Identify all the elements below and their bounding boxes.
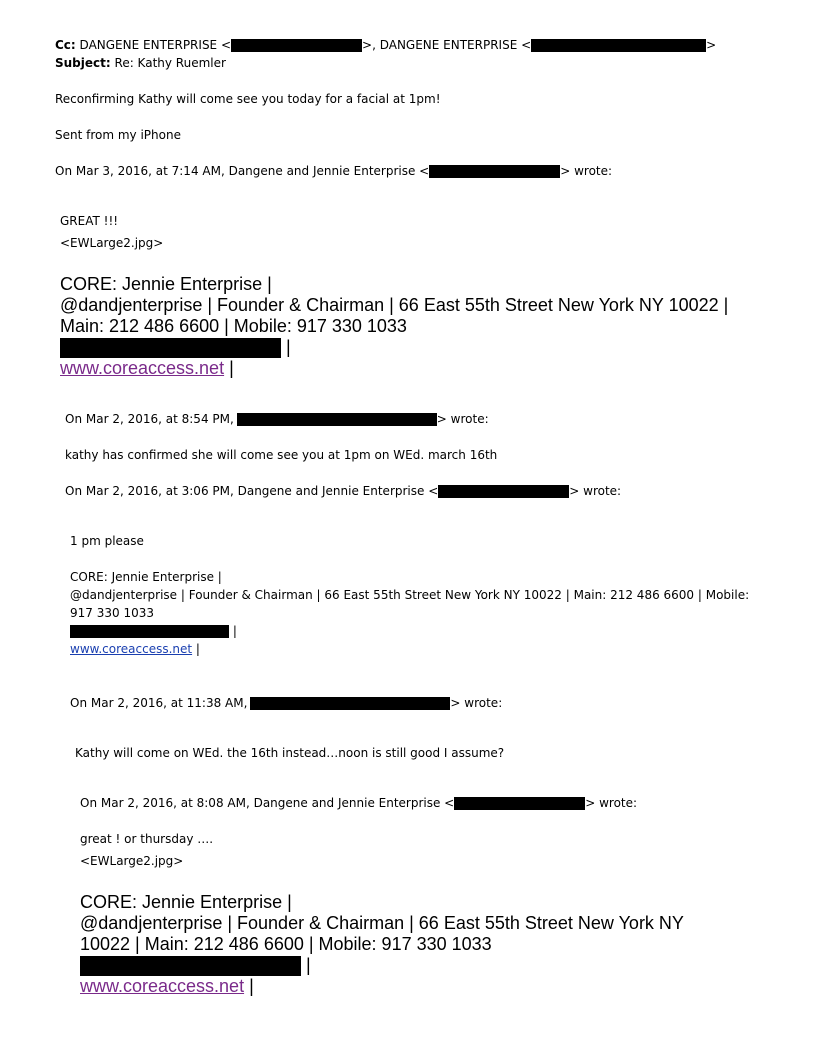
redaction-bar bbox=[429, 165, 560, 178]
redaction-bar bbox=[70, 625, 229, 638]
redaction-bar bbox=[237, 413, 437, 426]
signature-link-line bbox=[70, 640, 200, 658]
quote-header bbox=[80, 794, 637, 812]
cc-end: > bbox=[706, 38, 717, 52]
quote-text: GREAT !!! bbox=[60, 214, 119, 228]
quote-header-text: On Mar 2, 2016, at 8:54 PM, bbox=[65, 412, 234, 426]
signature-line bbox=[60, 337, 291, 358]
signature-line: @dandjenterprise | Founder & Chairman | 66 East 55th Street New York NY 10022 | bbox=[60, 295, 729, 315]
signature-line: @dandjenterprise | Founder & Chairman | 66 East 55th Street New York NY bbox=[80, 913, 684, 933]
redaction-bar bbox=[250, 697, 450, 710]
quote-header-wrote: > wrote: bbox=[569, 484, 622, 498]
website-link[interactable]: www.coreaccess.net bbox=[80, 976, 245, 996]
sent-from: Sent from my iPhone bbox=[55, 128, 181, 142]
quote-header-wrote: > wrote: bbox=[585, 796, 638, 810]
quote-header-text: On Mar 3, 2016, at 7:14 AM, Dangene and Jennie Enterprise < bbox=[55, 164, 430, 178]
quote-header bbox=[55, 162, 612, 180]
signature-pipe: | bbox=[306, 955, 311, 975]
quote-header-text: On Mar 2, 2016, at 11:38 AM, bbox=[70, 696, 248, 710]
signature-line: 10022 | Main: 212 486 6600 | Mobile: 917 330 1033 bbox=[80, 934, 492, 954]
signature-pipe: | bbox=[286, 337, 291, 357]
signature-line: Main: 212 486 6600 | Mobile: 917 330 1033 bbox=[60, 316, 407, 336]
signature-line bbox=[80, 955, 311, 976]
redaction-bar bbox=[231, 39, 362, 52]
attachment-name: <EWLarge2.jpg> bbox=[80, 854, 184, 868]
signature-link-line bbox=[80, 976, 254, 997]
signature-line: @dandjenterprise | Founder & Chairman | 66 East 55th Street New York NY 10022 | Main: 212 486 6600 | Mobile: bbox=[70, 588, 750, 602]
quote-text: kathy has confirmed she will come see you at 1pm on WEd. march 16th bbox=[65, 448, 498, 462]
subject-value: Re: Kathy Ruemler bbox=[114, 56, 226, 70]
quote-header-text: On Mar 2, 2016, at 3:06 PM, Dangene and Jennie Enterprise < bbox=[65, 484, 439, 498]
signature-line: CORE: Jennie Enterprise | bbox=[60, 274, 272, 294]
signature-pipe: | bbox=[195, 642, 200, 656]
signature-pipe: | bbox=[232, 624, 237, 638]
quote-header-wrote: > wrote: bbox=[436, 412, 489, 426]
quote-text: Kathy will come on WEd. the 16th instead…noon is still good I assume? bbox=[75, 746, 505, 760]
quote-header bbox=[65, 410, 489, 428]
redaction-bar bbox=[80, 956, 301, 976]
redaction-bar bbox=[531, 39, 706, 52]
body-text: Reconfirming Kathy will come see you today for a facial at 1pm! bbox=[55, 92, 441, 106]
cc-separator: >, DANGENE ENTERPRISE < bbox=[362, 38, 532, 52]
subject-label: Subject: bbox=[55, 56, 111, 70]
quote-header-wrote: > wrote: bbox=[560, 164, 613, 178]
signature-pipe: | bbox=[249, 976, 254, 996]
redaction-bar bbox=[454, 797, 585, 810]
quote-header-wrote: > wrote: bbox=[450, 696, 503, 710]
signature-line: CORE: Jennie Enterprise | bbox=[80, 892, 292, 912]
redaction-bar bbox=[60, 338, 281, 358]
cc-label: Cc: bbox=[55, 38, 76, 52]
signature-pipe: | bbox=[229, 358, 234, 378]
attachment-name: <EWLarge2.jpg> bbox=[60, 236, 164, 250]
quote-text: great ! or thursday …. bbox=[80, 832, 214, 846]
quote-header bbox=[65, 482, 621, 500]
quote-header bbox=[70, 694, 502, 712]
signature-line bbox=[70, 622, 237, 640]
cc-line bbox=[55, 36, 716, 54]
website-link[interactable]: www.coreaccess.net bbox=[70, 642, 193, 656]
redaction-bar bbox=[438, 485, 569, 498]
quote-text: 1 pm please bbox=[70, 534, 144, 548]
quote-header-text: On Mar 2, 2016, at 8:08 AM, Dangene and Jennie Enterprise < bbox=[80, 796, 455, 810]
signature-link-line bbox=[60, 358, 234, 379]
signature-line: 917 330 1033 bbox=[70, 606, 154, 620]
cc-name: DANGENE ENTERPRISE < bbox=[79, 38, 232, 52]
website-link[interactable]: www.coreaccess.net bbox=[60, 358, 225, 378]
signature-line: CORE: Jennie Enterprise | bbox=[70, 570, 222, 584]
subject-line bbox=[55, 54, 226, 72]
